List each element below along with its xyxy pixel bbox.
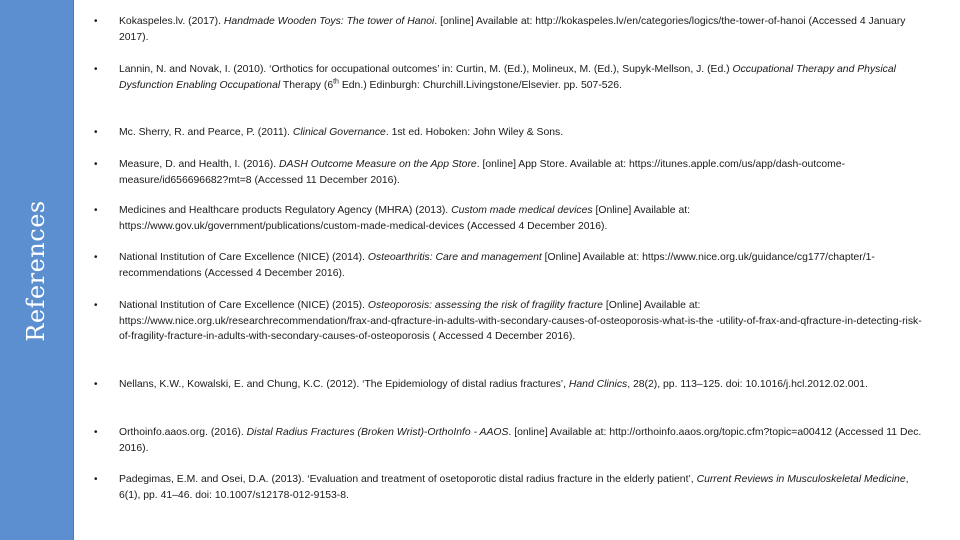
bullet-icon: • [94,300,98,311]
reference-title: Distal Radius Fractures (Broken Wrist)-OrthoInfo - AAOS [246,427,509,438]
reference-details: . [online] App Store. Available at: https://itunes.apple.com/us/app/dash-outcome-measure/id656696682?mt=8 (Accessed 11 December 2016). [119,159,846,186]
reference-item [92,250,932,298]
bullet-icon: • [94,427,98,438]
reference-item [92,425,932,472]
reference-details: . [online] Available at: http://orthoinfo.aaos.org/topic.cfm?topic=a00412 (Accessed 11 Dec. 2016). [119,427,922,454]
reference-item [92,298,932,377]
reference-details: . [online] Available at: http://kokaspeles.lv/en/categories/logics/the-tower-of-hanoi (Accessed 4 January 2017). [119,16,906,43]
bullet-icon: • [94,379,98,390]
reference-author: Nellans, K.W., Kowalski, E. and Chung, K.C. (2012). ‘The Epidemiology of distal radius fractures’, [119,379,569,390]
reference-title: Custom made medical devices [451,205,593,216]
reference-author: National Institution of Care Excellence (NICE) (2014). [119,252,368,263]
reference-title: Osteoarthritis: Care and management [367,252,542,263]
reference-details: , 6(1), pp. 41–46. doi: 10.1007/s12178-012-9153-8. [119,474,909,501]
reference-item [92,157,932,203]
reference-title: Handmade Wooden Toys: The tower of Hanoi [223,16,435,27]
reference-details: , 28(2), pp. 113–125. doi: 10.1016/j.hcl.2012.02.001. [627,379,868,390]
reference-author: Lannin, N. and Novak, I. (2010). ‘Orthotics for occupational outcomes’ in: Curtin, M. (Ed.), Molineux, M. (Ed.), Supyk-Mellson, J. (Ed.) [119,64,733,75]
bullet-icon: • [94,16,98,27]
reference-author: Measure, D. and Health, I. (2016). [119,159,279,170]
reference-superscript: th [333,78,339,86]
reference-details: . 1st ed. Hoboken: John Wiley & Sons. [385,127,564,138]
reference-item [92,203,932,250]
reference-author: Padegimas, E.M. and Osei, D.A. (2013). ‘Evaluation and treatment of osetoporotic distal radius fracture in the elderly patient’, [119,474,697,485]
bullet-icon: • [94,474,98,485]
reference-item [92,377,932,425]
reference-details: [Online] Available at: https://www.gov.uk/government/publications/custom-made-medical-devices (Accessed 4 December 2016). [119,205,691,232]
reference-author: National Institution of Care Excellence (NICE) (2015). [119,300,368,311]
reference-item [92,472,932,504]
reference-title: Clinical Governance [292,127,386,138]
bullet-icon: • [94,159,98,170]
reference-title: Current Reviews in Musculoskeletal Medicine [696,474,906,485]
reference-title: Hand Clinics [568,379,628,390]
reference-list [92,14,932,504]
bullet-icon: • [94,252,98,263]
reference-item [92,14,932,62]
reference-title: Occupational Therapy and Physical Dysfunction Enabling Occupational [119,64,896,91]
reference-author: Medicines and Healthcare products Regulatory Agency (MHRA) (2013). [119,205,452,216]
reference-details: [Online] Available at: https://www.nice.org.uk/guidance/cg177/chapter/1-recommendations (Accessed 4 December 2016). [119,252,875,279]
reference-item [92,125,932,157]
reference-details: Edn.) Edinburgh: Churchill.Livingstone/Elsevier. pp. 507-526. [338,79,622,91]
reference-title: DASH Outcome Measure on the App Store [278,159,477,170]
reference-author: Kokaspeles.lv. (2017). [119,16,224,27]
reference-details: Therapy (6 [280,79,334,91]
bullet-icon: • [94,64,98,75]
bullet-icon: • [94,127,98,138]
section-title: References [22,200,50,342]
reference-item [92,62,932,125]
reference-details: [Online] Available at: https://www.nice.org.uk/researchrecommendation/frax-and-qfracture-in-adults-with-secondary-causes-of-osteoporosis-what-is-the -utility-of-frax-and-qfracture-in-detecting-risk-of-fragility-fracture-in-adults-with-secondary-causes-of-osteoporosis ( Accessed 4 December 2016). [119,300,922,342]
reference-author: Mc. Sherry, R. and Pearce, P. (2011). [119,127,293,138]
reference-author: Orthoinfo.aaos.org. (2016). [119,427,247,438]
sidebar-panel [0,0,74,540]
reference-title: Osteoporosis: assessing the risk of fragility fracture [367,300,603,311]
bullet-icon: • [94,205,98,216]
